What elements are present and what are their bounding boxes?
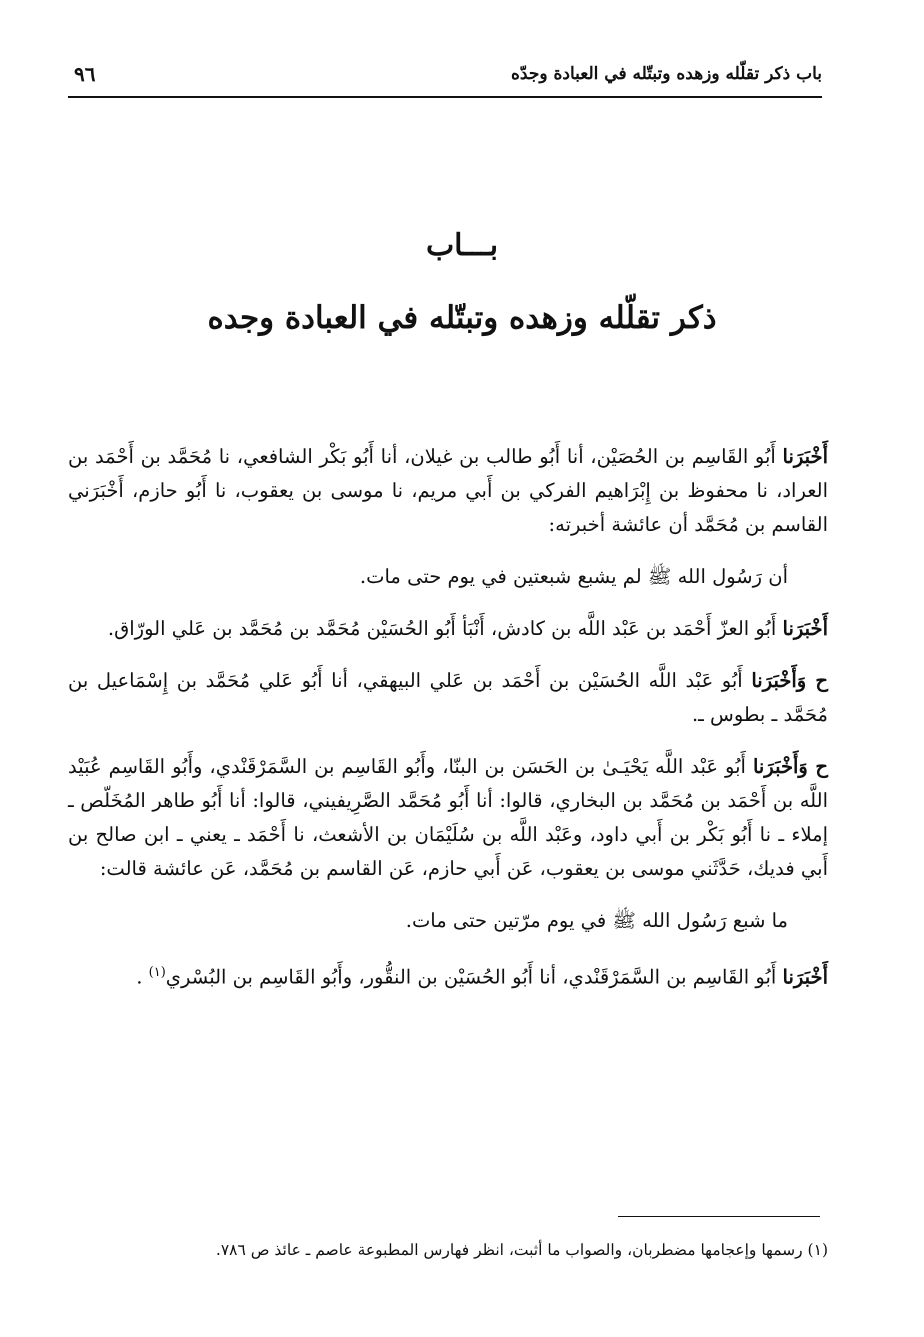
running-header [68,58,822,98]
paragraph-lead: ح وَأَخْبَرَنا [752,755,828,778]
footnote-divider [618,1216,820,1217]
paragraph-4 [68,664,828,732]
body-text [68,440,828,1013]
paragraph-text: أَبُو العزّ أَحْمَد بن عَبْد اللَّه بن كادش، أَنْبَأ أَبُو الحُسَيْن مُحَمَّد بن مُحَمَّد بن عَلي الورّاق. [107,617,783,640]
paragraph-1 [68,440,828,542]
footnote: (١) رسمها وإعجامها مضطربان، والصواب ما أثبت، انظر فهارس المطبوعة عاصم ـ عائذ ص ٧٨٦. [215,1241,828,1259]
paragraph-5 [68,750,828,886]
running-header-title: باب ذكر تقلّله وزهده وتبتّله في العبادة وجدّه [511,64,822,84]
paragraph-2 [68,560,828,594]
paragraph-text: أن رَسُول الله ﷺ لم يشبع شبعتين في يوم حتى مات. [359,565,788,588]
page-number: ٩٦ [74,62,96,86]
paragraph-text: ما شبع رَسُول الله ﷺ في يوم مرّتين حتى مات. [405,909,788,932]
paragraph-7 [68,956,828,995]
paragraph-tail: . [136,965,149,989]
paragraph-lead: أَخْبَرَنا [782,617,828,640]
chapter-word: بـــاب [425,228,499,263]
paragraph-text: أَبُو القَاسِم بن السَّمَرْقَنْدي، أنا أَبُو الحُسَيْن بن النقُّور، وأَبُو القَاسِم بن البُسْري [165,965,783,989]
paragraph-3 [68,612,828,646]
paragraph-lead: أَخْبَرَنا [782,445,828,468]
footnote-mark[interactable]: (١) [148,965,166,980]
chapter-title: ذكر تقلّله وزهده وتبتّله في العبادة وجده [207,300,717,336]
paragraph-text: أَبُو عَبْد اللَّه الحُسَيْن بن أَحْمَد بن عَلي البيهقي، أنا أَبُو عَلي مُحَمَّد بن إِسْمَاعيل بن مُحَمَّد ـ بطوس ـ. [68,669,828,726]
paragraph-text: أَبُو القَاسِم بن الحُصَيْن، أنا أَبُو طالب بن غيلان، أنا أَبُو بَكْر الشافعي، نا مُحَمَّد بن أَحْمَد بن العراد، نا محفوظ بن إِبْرَاهيم الفركي بن أَبي مريم، نا موسى بن يعقوب، نا أَبُو حازم، أَخْبَرَني القاسم بن مُحَمَّد أن عائشة أخبرته: [68,445,828,536]
paragraph-lead: أَخْبَرَنا [782,965,828,989]
paragraph-lead: ح وَأَخْبَرَنا [751,669,829,692]
paragraph-text: أَبُو عَبْد اللَّه يَحْيَـىٰ بن الحَسَن بن البنّا، وأَبُو القَاسِم بن السَّمَرْقَنْدي، وأَبُو القَاسِم عُبَيْد اللَّه بن أَحْمَد بن مُحَمَّد بن البخاري، قالوا: أنا أَبُو مُحَمَّد الصَّرِيفيني، قالوا: أنا أَبُو طاهر المُخَلّص ـ إملاء ـ نا أَبُو بَكْر بن أَبي داود، وعَبْد اللَّه بن سُلَيْمَان بن الأشعث، نا أَحْمَد ـ يعني ـ ابن صالح بن أَبي فديك، حَدَّثَني موسى بن يعقوب، عَن أَبي حازم، عَن القاسم بن مُحَمَّد، عَن عائشة قالت: [68,755,828,880]
paragraph-6 [68,904,828,938]
